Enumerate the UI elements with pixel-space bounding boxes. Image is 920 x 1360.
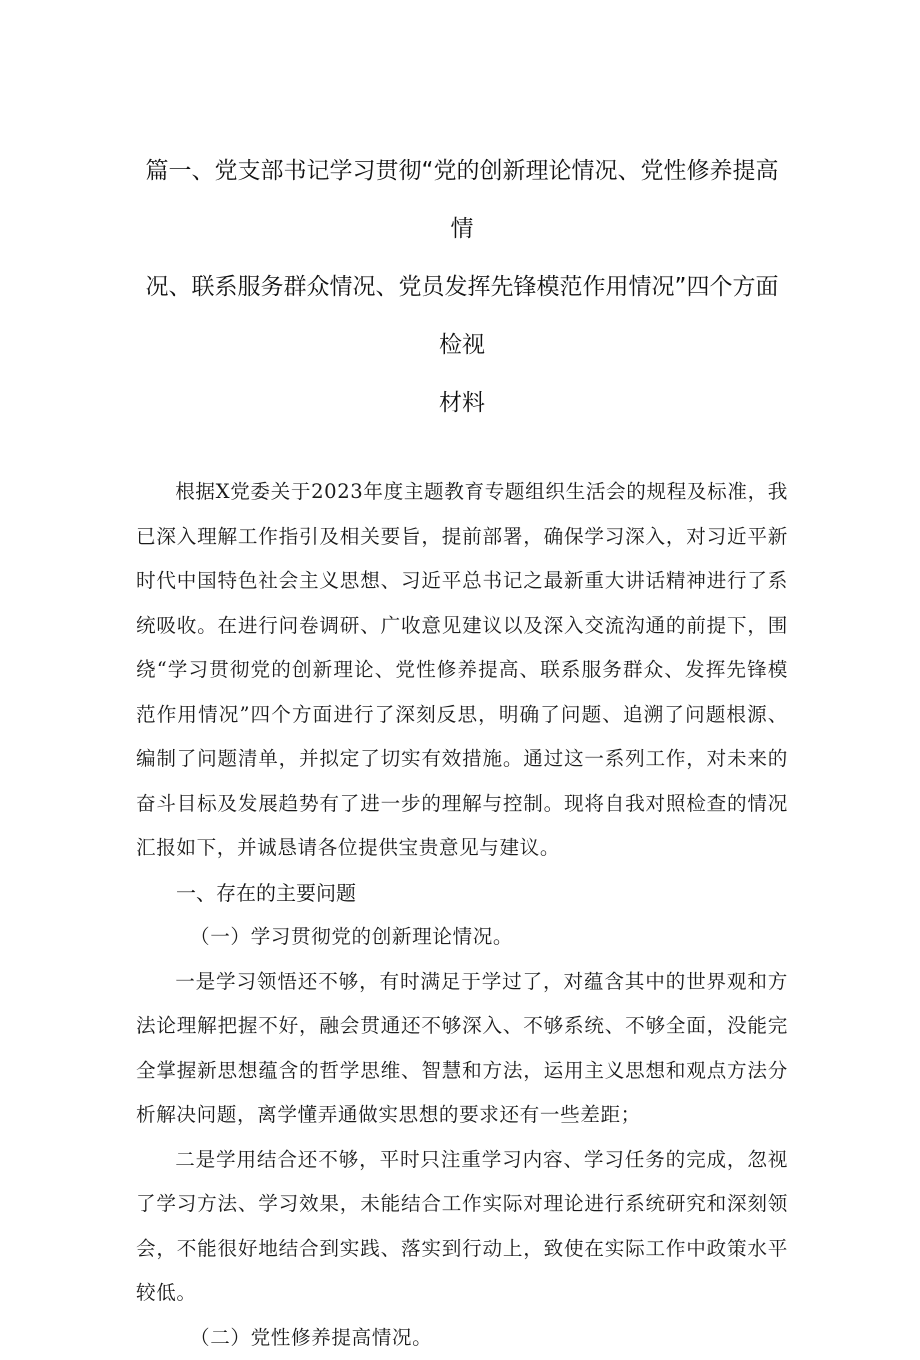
title-line-3: 材料 <box>136 374 788 432</box>
subsection-heading-theory: （一）学习贯彻党的创新理论情况。 <box>136 915 788 960</box>
title-line-2: 况、联系服务群众情况、党员发挥先锋模范作用情况”四个方面检视 <box>136 258 788 374</box>
section-heading-problems: 一、存在的主要问题 <box>136 871 788 916</box>
subsection-heading-party-spirit: （二）党性修养提高情况。 <box>136 1316 788 1360</box>
title-line-1: 篇一、党支部书记学习贯彻“党的创新理论情况、党性修养提高情 <box>136 142 788 258</box>
point-paragraph-1: 一是学习领悟还不够，有时满足于学过了，对蕴含其中的世界观和方法论理解把握不好，融会贯通还不够深入、不够系统、不够全面，没能完全掌握新思想蕴含的哲学思维、智慧和方法，运用主义思想和观点方法分析解决问题，离学懂弄通做实思想的要求还有一些差距； <box>136 960 788 1138</box>
document-title <box>136 142 788 432</box>
intro-paragraph: 根据X党委关于2023年度主题教育专题组织生活会的规程及标准，我已深入理解工作指引及相关要旨，提前部署，确保学习深入，对习近平新时代中国特色社会主义思想、习近平总书记之最新重大讲话精神进行了系统吸收。在进行问卷调研、广收意见建议以及深入交流沟通的前提下，围绕“学习贯彻党的创新理论、党性修养提高、联系服务群众、发挥先锋模范作用情况”四个方面进行了深刻反思，明确了问题、追溯了问题根源、编制了问题清单，并拟定了切实有效措施。通过这一系列工作，对未来的奋斗目标及发展趋势有了进一步的理解与控制。现将自我对照检查的情况汇报如下，并诚恳请各位提供宝贵意见与建议。 <box>136 470 788 871</box>
point-paragraph-2: 二是学用结合还不够，平时只注重学习内容、学习任务的完成，忽视了学习方法、学习效果，未能结合工作实际对理论进行系统研究和深刻领会，不能很好地结合到实践、落实到行动上，致使在实际工作中政策水平较低。 <box>136 1138 788 1316</box>
